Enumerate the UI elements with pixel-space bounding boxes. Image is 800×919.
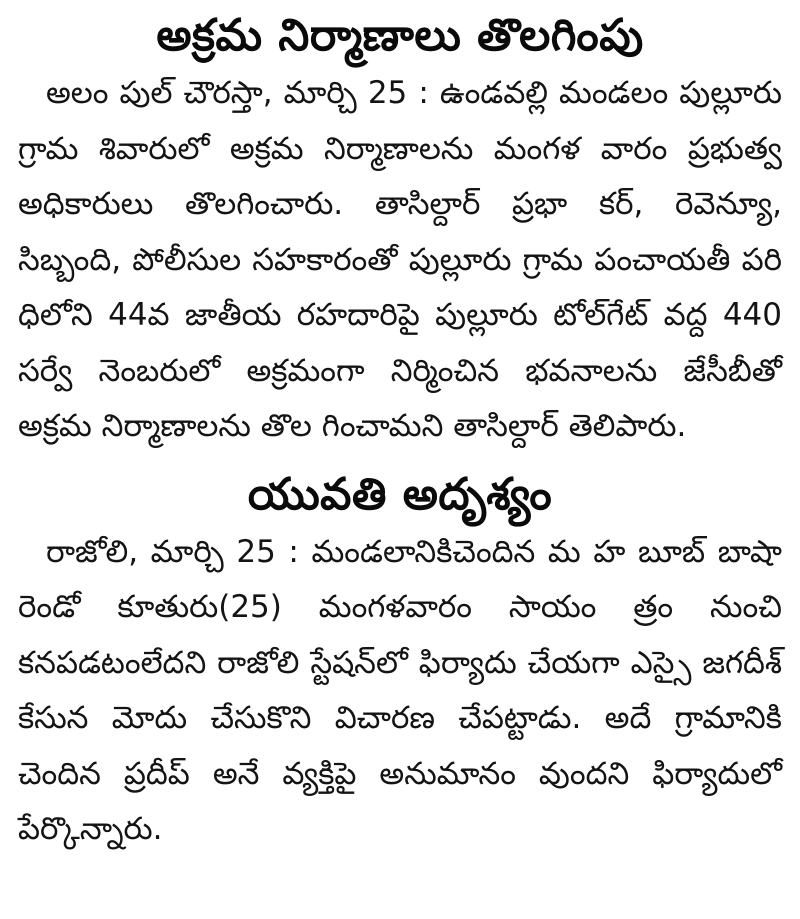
article-headline: యువతి అదృశ్యం [247, 468, 553, 520]
article-body [18, 66, 782, 455]
article-body-text: రాజోలి, మార్చి 25 : మండలానికిచెందిన మ హ బూబ్ బాషా రెండో కూతురు(25) మంగళవారం సాయం త్రం నుంచి కనపడటంలేదని రాజోలి స్టేషన్‌లో ఫిర్యాదు చేయగా ఎస్సై జగదీశ్ కేసున మోదు చేసుకొని విచారణ చేపట్టాడు. అదే గ్రామానికి చెందిన ప్రదీప్ అనే వ్యక్తిపై అనుమానం వుందని ఫిర్యాదులో పేర్కొన్నారు. [18, 533, 782, 847]
article-body [18, 525, 782, 858]
news-article-missing-woman [18, 465, 782, 858]
news-article-demolition [18, 6, 782, 455]
article-headline: అక్రమ నిర్మాణాలు తొలగింపు [156, 10, 644, 61]
article-body-text: అలం పుల్ చౌరస్తా, మార్చి 25 : ఉండవల్లి మండలం పుల్లూరు గ్రామ శివారులో అక్రమ నిర్మాణాలను మంగళ వారం ప్రభుత్వ అధికారులు తొలగించారు. తాసిల్దార్ ప్రభా కర్, రెవెన్యూ, సిబ్బంది, పోలీసుల సహకారంతో పుల్లూరు గ్రామ పంచాయతీ పరి ధిలోని 44వ జాతీయ రహదారిపై పుల్లూరు టోల్‌గేట్ వద్ద 440 సర్వే నెంబరులో అక్రమంగా నిర్మించిన భవనాలను జేసీబీతో అక్రమ నిర్మాణాలను తొల గించామని తాసిల్దార్ తెలిపారు. [18, 75, 782, 444]
